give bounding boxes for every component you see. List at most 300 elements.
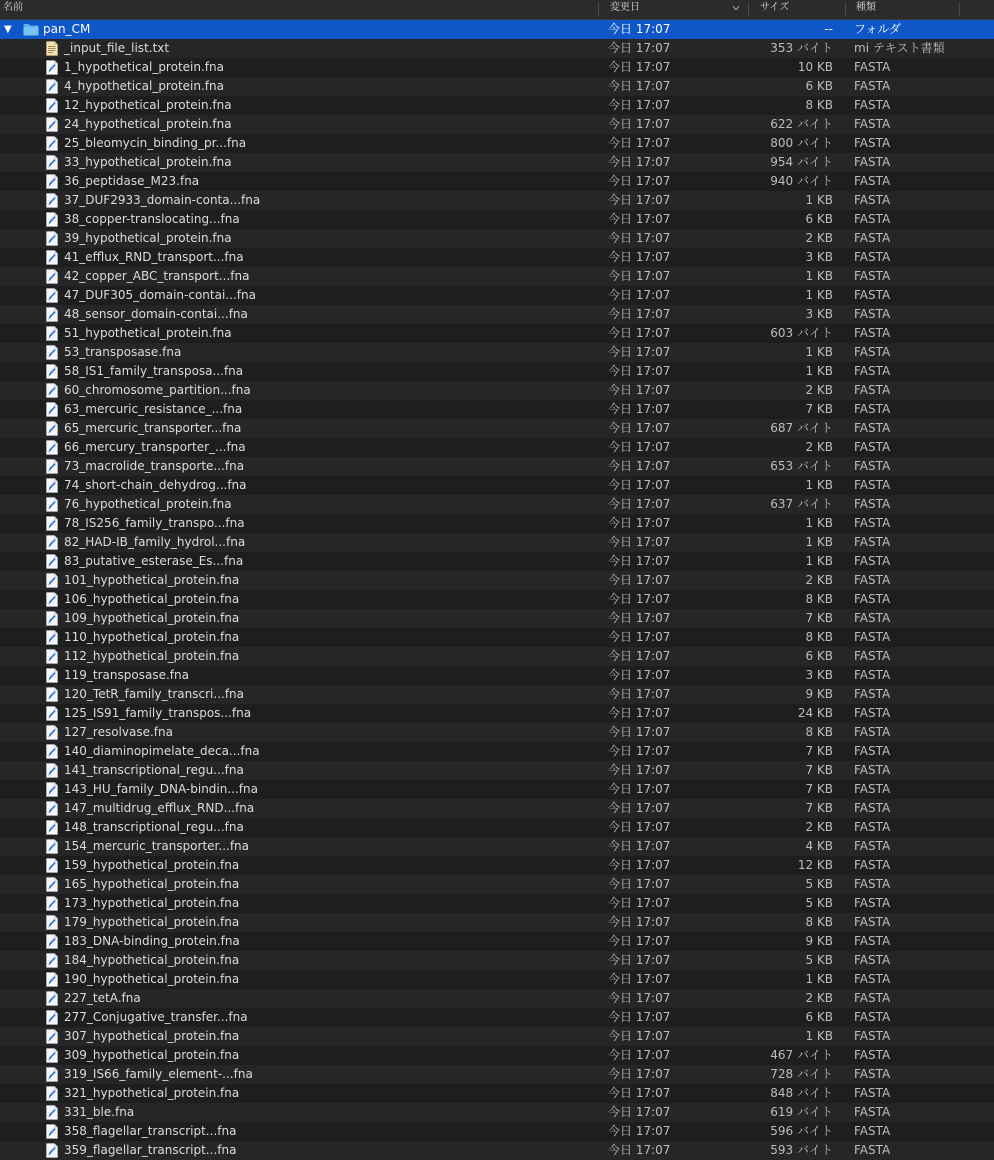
modified-date: 今日 17:07 <box>608 649 671 663</box>
file-name: 109_hypothetical_protein.fna <box>64 611 240 625</box>
file-kind: FASTA <box>854 136 891 150</box>
file-size: 353 バイト <box>770 41 833 55</box>
file-kind: FASTA <box>854 1067 891 1081</box>
file-size: 7 KB <box>805 611 833 625</box>
file-name: 42_copper_ABC_transport...fna <box>64 269 250 283</box>
fasta-file-icon <box>46 1124 58 1139</box>
column-header-bar <box>0 0 994 20</box>
file-kind: FASTA <box>854 820 891 834</box>
file-kind: FASTA <box>854 1105 891 1119</box>
folder-row[interactable] <box>0 20 994 39</box>
fasta-file-icon <box>46 573 58 588</box>
file-name: 112_hypothetical_protein.fna <box>64 649 240 663</box>
file-kind: FASTA <box>854 782 891 796</box>
fasta-file-icon <box>46 953 58 968</box>
file-name: 159_hypothetical_protein.fna <box>64 858 240 872</box>
file-row[interactable] <box>0 533 994 552</box>
file-name: 66_mercury_transporter_...fna <box>64 440 246 454</box>
file-kind: FASTA <box>854 193 891 207</box>
file-row[interactable] <box>0 1027 994 1046</box>
fasta-file-icon <box>46 877 58 892</box>
file-row[interactable] <box>0 685 994 704</box>
file-name: 307_hypothetical_protein.fna <box>64 1029 240 1043</box>
file-size: 4 KB <box>805 839 833 853</box>
file-kind: FASTA <box>854 763 891 777</box>
column-header-modified[interactable]: 変更日 <box>610 2 640 13</box>
file-row[interactable] <box>0 818 994 837</box>
file-size: 3 KB <box>805 250 833 264</box>
column-header-kind[interactable]: 種類 <box>856 2 876 13</box>
modified-date: 今日 17:07 <box>608 117 671 131</box>
modified-date: 今日 17:07 <box>608 326 671 340</box>
file-size: 8 KB <box>805 725 833 739</box>
file-size: -- <box>824 22 833 36</box>
file-row[interactable] <box>0 134 994 153</box>
file-size: 637 バイト <box>770 497 833 511</box>
file-kind: FASTA <box>854 649 891 663</box>
file-name: 127_resolvase.fna <box>64 725 173 739</box>
file-size: 7 KB <box>805 763 833 777</box>
file-kind: FASTA <box>854 1143 891 1157</box>
file-size: 7 KB <box>805 782 833 796</box>
file-kind: FASTA <box>854 877 891 891</box>
fasta-file-icon <box>46 915 58 930</box>
file-row[interactable] <box>0 362 994 381</box>
modified-date: 今日 17:07 <box>608 877 671 891</box>
file-size: 728 バイト <box>770 1067 833 1081</box>
file-row[interactable] <box>0 343 994 362</box>
fasta-file-icon <box>46 744 58 759</box>
modified-date: 今日 17:07 <box>608 839 671 853</box>
file-kind: FASTA <box>854 535 891 549</box>
file-name: 65_mercuric_transporter...fna <box>64 421 242 435</box>
file-name: 319_IS66_family_element-...fna <box>64 1067 253 1081</box>
modified-date: 今日 17:07 <box>608 478 671 492</box>
file-name: 309_hypothetical_protein.fna <box>64 1048 240 1062</box>
modified-date: 今日 17:07 <box>608 1105 671 1119</box>
file-name: 173_hypothetical_protein.fna <box>64 896 240 910</box>
file-name: 165_hypothetical_protein.fna <box>64 877 240 891</box>
file-kind: FASTA <box>854 307 891 321</box>
file-row[interactable] <box>0 191 994 210</box>
fasta-file-icon <box>46 421 58 436</box>
fasta-file-icon <box>46 934 58 949</box>
file-size: 8 KB <box>805 592 833 606</box>
fasta-file-icon <box>46 288 58 303</box>
file-size: 653 バイト <box>770 459 833 473</box>
file-name: 47_DUF305_domain-contai...fna <box>64 288 256 302</box>
file-size: 2 KB <box>805 991 833 1005</box>
file-kind: FASTA <box>854 212 891 226</box>
modified-date: 今日 17:07 <box>608 307 671 321</box>
file-size: 1 KB <box>805 478 833 492</box>
modified-date: 今日 17:07 <box>608 1029 671 1043</box>
column-divider[interactable] <box>748 2 749 16</box>
file-name: 321_hypothetical_protein.fna <box>64 1086 240 1100</box>
file-size: 800 バイト <box>770 136 833 150</box>
file-row[interactable] <box>0 229 994 248</box>
file-row[interactable] <box>0 39 994 58</box>
file-size: 1 KB <box>805 288 833 302</box>
file-size: 7 KB <box>805 801 833 815</box>
modified-date: 今日 17:07 <box>608 763 671 777</box>
file-kind: FASTA <box>854 573 891 587</box>
file-size: 596 バイト <box>770 1124 833 1138</box>
modified-date: 今日 17:07 <box>608 934 671 948</box>
modified-date: 今日 17:07 <box>608 421 671 435</box>
file-size: 2 KB <box>805 231 833 245</box>
file-row[interactable] <box>0 419 994 438</box>
file-row[interactable] <box>0 628 994 647</box>
file-row[interactable] <box>0 647 994 666</box>
modified-date: 今日 17:07 <box>608 364 671 378</box>
file-kind: FASTA <box>854 497 891 511</box>
fasta-file-icon <box>46 1086 58 1101</box>
file-size: 6 KB <box>805 649 833 663</box>
fasta-file-icon <box>46 231 58 246</box>
column-divider[interactable] <box>959 2 960 16</box>
file-kind: FASTA <box>854 611 891 625</box>
file-row[interactable] <box>0 1046 994 1065</box>
fasta-file-icon <box>46 250 58 265</box>
modified-date: 今日 17:07 <box>608 155 671 169</box>
file-row[interactable] <box>0 761 994 780</box>
fasta-file-icon <box>46 1067 58 1082</box>
fasta-file-icon <box>46 212 58 227</box>
file-name: 147_multidrug_efflux_RND...fna <box>64 801 255 815</box>
fasta-file-icon <box>46 402 58 417</box>
fasta-file-icon <box>46 155 58 170</box>
file-row[interactable] <box>0 552 994 571</box>
column-divider[interactable] <box>845 2 846 16</box>
file-kind: FASTA <box>854 79 891 93</box>
fasta-file-icon <box>46 630 58 645</box>
file-name: 1_hypothetical_protein.fna <box>64 60 224 74</box>
file-name: 76_hypothetical_protein.fna <box>64 497 232 511</box>
file-size: 9 KB <box>805 687 833 701</box>
fasta-file-icon <box>46 136 58 151</box>
file-row[interactable] <box>0 1122 994 1141</box>
file-kind: FASTA <box>854 98 891 112</box>
file-kind: FASTA <box>854 934 891 948</box>
file-row[interactable] <box>0 58 994 77</box>
file-row[interactable] <box>0 913 994 932</box>
file-name: 4_hypothetical_protein.fna <box>64 79 224 93</box>
fasta-file-icon <box>46 725 58 740</box>
file-kind: FASTA <box>854 858 891 872</box>
file-row[interactable] <box>0 324 994 343</box>
modified-date: 今日 17:07 <box>608 535 671 549</box>
disclosure-triangle-icon[interactable]: ▼ <box>4 24 12 35</box>
file-row[interactable] <box>0 248 994 267</box>
file-name: 331_ble.fna <box>64 1105 135 1119</box>
file-size: 12 KB <box>797 858 833 872</box>
modified-date: 今日 17:07 <box>608 231 671 245</box>
file-row[interactable] <box>0 609 994 628</box>
file-row[interactable] <box>0 1084 994 1103</box>
file-name: 101_hypothetical_protein.fna <box>64 573 240 587</box>
modified-date: 今日 17:07 <box>608 991 671 1005</box>
file-row[interactable] <box>0 970 994 989</box>
file-kind: FASTA <box>854 991 891 1005</box>
file-size: 954 バイト <box>770 155 833 169</box>
file-name: 148_transcriptional_regu...fna <box>64 820 244 834</box>
modified-date: 今日 17:07 <box>608 459 671 473</box>
fasta-file-icon <box>46 193 58 208</box>
file-row[interactable] <box>0 305 994 324</box>
file-size: 622 バイト <box>770 117 833 131</box>
file-kind: FASTA <box>854 155 891 169</box>
file-name: 110_hypothetical_protein.fna <box>64 630 240 644</box>
fasta-file-icon <box>46 782 58 797</box>
file-row[interactable] <box>0 210 994 229</box>
modified-date: 今日 17:07 <box>608 744 671 758</box>
file-row[interactable] <box>0 571 994 590</box>
chevron-down-icon <box>731 3 741 13</box>
file-size: 8 KB <box>805 915 833 929</box>
file-kind: FASTA <box>854 706 891 720</box>
modified-date: 今日 17:07 <box>608 953 671 967</box>
file-size: 1 KB <box>805 554 833 568</box>
file-kind: FASTA <box>854 459 891 473</box>
modified-date: 今日 17:07 <box>608 60 671 74</box>
file-kind: FASTA <box>854 345 891 359</box>
fasta-file-icon <box>46 668 58 683</box>
fasta-file-icon <box>46 972 58 987</box>
file-kind: FASTA <box>854 440 891 454</box>
file-name: 359_flagellar_transcript...fna <box>64 1143 237 1157</box>
modified-date: 今日 17:07 <box>608 1048 671 1062</box>
file-row[interactable] <box>0 932 994 951</box>
file-row[interactable] <box>0 837 994 856</box>
file-size: 24 KB <box>797 706 833 720</box>
fasta-file-icon <box>46 991 58 1006</box>
file-kind: FASTA <box>854 1010 891 1024</box>
modified-date: 今日 17:07 <box>608 497 671 511</box>
fasta-file-icon <box>46 98 58 113</box>
file-row[interactable] <box>0 894 994 913</box>
file-name: 38_copper-translocating...fna <box>64 212 240 226</box>
modified-date: 今日 17:07 <box>608 250 671 264</box>
modified-date: 今日 17:07 <box>608 345 671 359</box>
file-name: 83_putative_esterase_Es...fna <box>64 554 244 568</box>
file-name: 141_transcriptional_regu...fna <box>64 763 244 777</box>
file-name: 358_flagellar_transcript...fna <box>64 1124 237 1138</box>
file-kind: FASTA <box>854 801 891 815</box>
file-name: 41_efflux_RND_transport...fna <box>64 250 244 264</box>
fasta-file-icon <box>46 1010 58 1025</box>
file-kind: フォルダ <box>854 22 901 36</box>
column-header-size[interactable]: サイズ <box>760 2 790 13</box>
modified-date: 今日 17:07 <box>608 41 671 55</box>
fasta-file-icon <box>46 706 58 721</box>
file-row[interactable] <box>0 742 994 761</box>
file-kind: mi テキスト書類 <box>854 41 945 55</box>
modified-date: 今日 17:07 <box>608 212 671 226</box>
file-row[interactable] <box>0 77 994 96</box>
file-name: 51_hypothetical_protein.fna <box>64 326 232 340</box>
modified-date: 今日 17:07 <box>608 136 671 150</box>
file-name: 73_macrolide_transporte...fna <box>64 459 245 473</box>
file-kind: FASTA <box>854 478 891 492</box>
file-size: 6 KB <box>805 1010 833 1024</box>
file-kind: FASTA <box>854 383 891 397</box>
modified-date: 今日 17:07 <box>608 516 671 530</box>
modified-date: 今日 17:07 <box>608 1124 671 1138</box>
file-row[interactable] <box>0 989 994 1008</box>
fasta-file-icon <box>46 1048 58 1063</box>
file-name: 37_DUF2933_domain-conta...fna <box>64 193 261 207</box>
file-name: 33_hypothetical_protein.fna <box>64 155 232 169</box>
file-size: 1 KB <box>805 1029 833 1043</box>
fasta-file-icon <box>46 820 58 835</box>
file-size: 848 バイト <box>770 1086 833 1100</box>
file-row[interactable] <box>0 875 994 894</box>
file-row[interactable] <box>0 856 994 875</box>
file-name: 24_hypothetical_protein.fna <box>64 117 232 131</box>
fasta-file-icon <box>46 839 58 854</box>
column-header-name[interactable]: 名前 <box>3 2 23 13</box>
fasta-file-icon <box>46 649 58 664</box>
fasta-file-icon <box>46 1143 58 1158</box>
file-size: 6 KB <box>805 212 833 226</box>
fasta-file-icon <box>46 801 58 816</box>
file-kind: FASTA <box>854 592 891 606</box>
modified-date: 今日 17:07 <box>608 440 671 454</box>
fasta-file-icon <box>46 174 58 189</box>
file-kind: FASTA <box>854 839 891 853</box>
file-row[interactable] <box>0 590 994 609</box>
file-name: 119_transposase.fna <box>64 668 189 682</box>
file-name: 140_diaminopimelate_deca...fna <box>64 744 260 758</box>
file-kind: FASTA <box>854 725 891 739</box>
fasta-file-icon <box>46 592 58 607</box>
file-row[interactable] <box>0 951 994 970</box>
file-kind: FASTA <box>854 668 891 682</box>
modified-date: 今日 17:07 <box>608 592 671 606</box>
modified-date: 今日 17:07 <box>608 972 671 986</box>
file-size: 2 KB <box>805 383 833 397</box>
file-row[interactable] <box>0 514 994 533</box>
file-row[interactable] <box>0 286 994 305</box>
modified-date: 今日 17:07 <box>608 402 671 416</box>
modified-date: 今日 17:07 <box>608 1086 671 1100</box>
file-size: 2 KB <box>805 573 833 587</box>
file-name: 106_hypothetical_protein.fna <box>64 592 240 606</box>
fasta-file-icon <box>46 326 58 341</box>
modified-date: 今日 17:07 <box>608 801 671 815</box>
fasta-file-icon <box>46 478 58 493</box>
file-kind: FASTA <box>854 744 891 758</box>
modified-date: 今日 17:07 <box>608 858 671 872</box>
file-row[interactable] <box>0 381 994 400</box>
fasta-file-icon <box>46 896 58 911</box>
file-row[interactable] <box>0 666 994 685</box>
file-row[interactable] <box>0 780 994 799</box>
fasta-file-icon <box>46 364 58 379</box>
file-size: 9 KB <box>805 934 833 948</box>
file-name: 125_IS91_family_transpos...fna <box>64 706 252 720</box>
file-size: 5 KB <box>805 896 833 910</box>
file-row[interactable] <box>0 723 994 742</box>
fasta-file-icon <box>46 763 58 778</box>
file-row[interactable] <box>0 153 994 172</box>
file-row[interactable] <box>0 1141 994 1160</box>
file-row[interactable] <box>0 267 994 286</box>
file-name: _input_file_list.txt <box>64 41 170 55</box>
file-size: 1 KB <box>805 269 833 283</box>
file-size: 593 バイト <box>770 1143 833 1157</box>
file-name: 179_hypothetical_protein.fna <box>64 915 240 929</box>
file-row[interactable] <box>0 1103 994 1122</box>
fasta-file-icon <box>46 535 58 550</box>
file-size: 603 バイト <box>770 326 833 340</box>
file-row[interactable] <box>0 799 994 818</box>
folder-icon <box>23 23 39 36</box>
file-kind: FASTA <box>854 687 891 701</box>
file-name: 53_transposase.fna <box>64 345 182 359</box>
modified-date: 今日 17:07 <box>608 174 671 188</box>
file-size: 7 KB <box>805 402 833 416</box>
file-name: 63_mercuric_resistance_...fna <box>64 402 243 416</box>
file-row[interactable] <box>0 1065 994 1084</box>
file-name: 154_mercuric_transporter...fna <box>64 839 250 853</box>
file-name: 277_Conjugative_transfer...fna <box>64 1010 248 1024</box>
file-size: 6 KB <box>805 79 833 93</box>
file-row[interactable] <box>0 96 994 115</box>
file-size: 3 KB <box>805 668 833 682</box>
file-row[interactable] <box>0 704 994 723</box>
column-divider[interactable] <box>598 2 599 16</box>
modified-date: 今日 17:07 <box>608 725 671 739</box>
file-kind: FASTA <box>854 421 891 435</box>
file-size: 2 KB <box>805 440 833 454</box>
file-kind: FASTA <box>854 231 891 245</box>
modified-date: 今日 17:07 <box>608 79 671 93</box>
file-name: 184_hypothetical_protein.fna <box>64 953 240 967</box>
file-size: 5 KB <box>805 877 833 891</box>
file-kind: FASTA <box>854 174 891 188</box>
file-kind: FASTA <box>854 630 891 644</box>
file-size: 1 KB <box>805 345 833 359</box>
modified-date: 今日 17:07 <box>608 193 671 207</box>
file-kind: FASTA <box>854 117 891 131</box>
file-row[interactable] <box>0 1008 994 1027</box>
file-row[interactable] <box>0 115 994 134</box>
fasta-file-icon <box>46 1105 58 1120</box>
file-name: 39_hypothetical_protein.fna <box>64 231 232 245</box>
file-kind: FASTA <box>854 402 891 416</box>
fasta-file-icon <box>46 60 58 75</box>
file-size: 1 KB <box>805 193 833 207</box>
file-size: 8 KB <box>805 98 833 112</box>
file-row[interactable] <box>0 172 994 191</box>
file-row[interactable] <box>0 400 994 419</box>
modified-date: 今日 17:07 <box>608 1067 671 1081</box>
file-size: 8 KB <box>805 630 833 644</box>
file-row[interactable] <box>0 495 994 514</box>
modified-date: 今日 17:07 <box>608 554 671 568</box>
modified-date: 今日 17:07 <box>608 687 671 701</box>
file-row[interactable] <box>0 438 994 457</box>
file-kind: FASTA <box>854 915 891 929</box>
modified-date: 今日 17:07 <box>608 668 671 682</box>
file-row[interactable] <box>0 457 994 476</box>
file-row[interactable] <box>0 476 994 495</box>
file-name: 143_HU_family_DNA-bindin...fna <box>64 782 258 796</box>
file-kind: FASTA <box>854 1086 891 1100</box>
modified-date: 今日 17:07 <box>608 1010 671 1024</box>
